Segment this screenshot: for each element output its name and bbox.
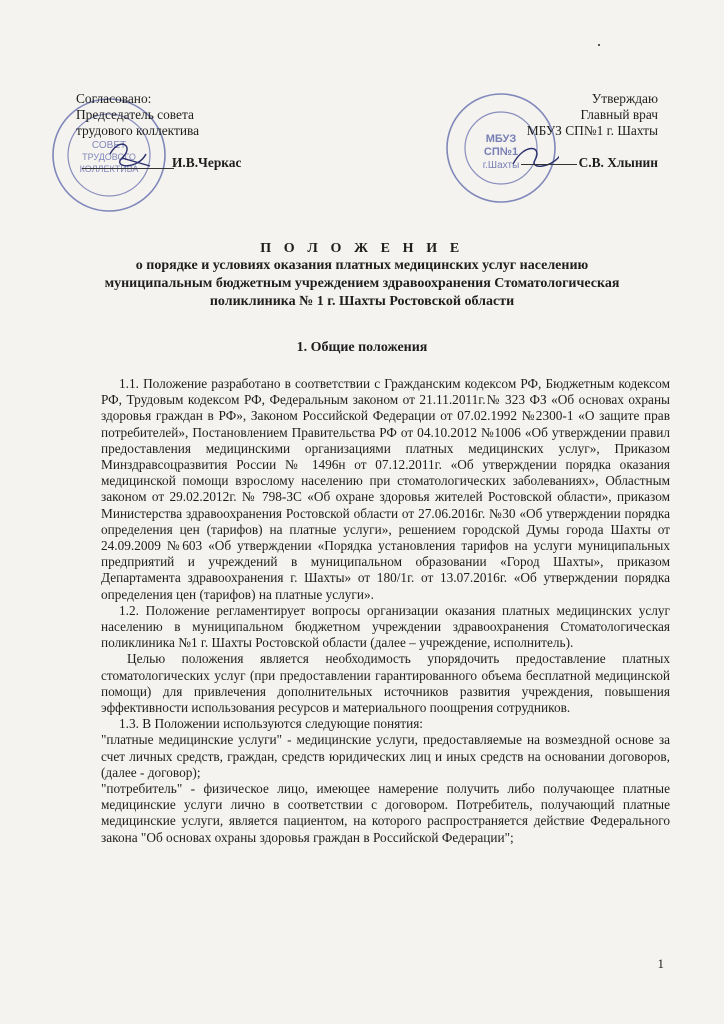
scan-speck (598, 44, 600, 46)
section-heading: 1. Общие положения (296, 340, 428, 355)
svg-text:г.Шахты: г.Шахты (482, 160, 520, 171)
definition-paid-services: "платные медицинские услуги" - медицинские услуги, предоставляемые на возмездной основе за счет личных средств, граждан, средств юридических лиц и иных средств на основании договоров, (далее - договор); (101, 732, 670, 780)
right-signer-name: С.В. Хлынин (578, 155, 658, 170)
svg-text:ТРУДОВОГО: ТРУДОВОГО (82, 152, 136, 162)
labor-collective-label: трудового коллектива (76, 123, 200, 138)
right-signer-row (521, 155, 658, 171)
document-title-block (0, 240, 724, 311)
svg-text:СОВЕТ: СОВЕТ (91, 140, 127, 151)
document-body (101, 376, 670, 846)
chief-doctor-label: Главный врач (580, 107, 658, 122)
left-signer-name: И.В.Черкас (172, 155, 242, 170)
document-subtitle-2: муниципальным бюджетным учреждением здравоохранения Стоматологическая (104, 276, 620, 291)
approval-left-block (76, 91, 242, 170)
svg-text:МБУЗ: МБУЗ (485, 133, 517, 145)
document-subtitle-3: поликлиника № 1 г. Шахты Ростовской области (209, 294, 515, 309)
right-signature-line (521, 164, 577, 165)
document-heading: П О Л О Ж Е Н И Е (260, 241, 464, 256)
paragraph-purpose: Целью положения является необходимость упорядочить предоставление платных стоматологических услуг (при предоставлении гарантированного объема бесплатной медицинской помощи) для привлечения дополнительных источников развития учреждения, повышения эффективности использования ресурсов и материального поощрения сотрудников. (101, 651, 670, 716)
document-subtitle-1: о порядке и условиях оказания платных медицинских услуг населению (135, 258, 589, 273)
organization-label: МБУЗ СП№1 г. Шахты (526, 123, 658, 138)
paragraph-1-2: 1.2. Положение регламентирует вопросы организации оказания платных медицинских услуг населению в муниципальном бюджетном учреждении здравоохранения Стоматологическая поликлиника №1 г. Шахты Ростовской области (далее – учреждение, исполнитель). (101, 602, 670, 651)
paragraph-1-3: 1.3. В Положении используются следующие понятия: (119, 716, 424, 732)
svg-text:КОЛЛЕКТИВА: КОЛЛЕКТИВА (79, 164, 139, 174)
page-number: 1 (657, 956, 664, 971)
definition-consumer: "потребитель" - физическое лицо, имеющее намерение получить либо получающее платные медицинские услуги лично в соответствии с договором. Потребитель, получающий платные медицинские услуги, является пациентом, на которого распространяется действие Федерального закона "Об основах охраны здоровья граждан в Российской Федерации"; (101, 781, 670, 845)
approval-right-block (521, 91, 658, 171)
svg-text:СП№1: СП№1 (483, 146, 519, 158)
council-chair-label: Председатель совета (76, 107, 194, 122)
paragraph-1-1: 1.1. Положение разработано в соответствии с Гражданским кодексом РФ, Бюджетным кодексом РФ, Трудовым кодексом РФ, Федеральным законом от 21.11.2011г.№ 323 ФЗ «Об основах охраны здоровья граждан в РФ», Законом Российской Федерации от 07.02.1992 №2300-1 «О защите прав потребителей», Постановлением Правительства РФ от 04.10.2012 №1006 «Об утверждении правил предоставления медицинскими организациями платных медицинских услуг», Приказом Минздравсоцразвития России № 1496н от 07.12.2011г. «Об утверждении порядка оказания медицинской помощи взрослому населению при стоматологических заболеваниях», Областным законом от 29.02.2012г. № 798-ЗС «Об охране здоровья жителей Ростовской области», приказом Министерства здравоохранения Ростовской области от 27.06.2016г. №30 «Об утверждении порядка определения цен (тарифов) на платные услуги», решением городской Думы города Шахты от 24.09.2009 №603 «Об утверждении «Порядка установления тарифов на услуги муниципальных предприятий и учреждений в муниципальном образовании «Город Шахты», приказом Департамента здравоохранения г. Шахты» от 180/1г. от 13.07.2016г. «Об утверждении порядка определения цен (тарифов) на платные услуги». (101, 376, 670, 602)
agreed-label: Согласовано: (76, 91, 152, 106)
approve-label: Утверждаю (591, 91, 658, 106)
left-signature-line (82, 168, 174, 169)
